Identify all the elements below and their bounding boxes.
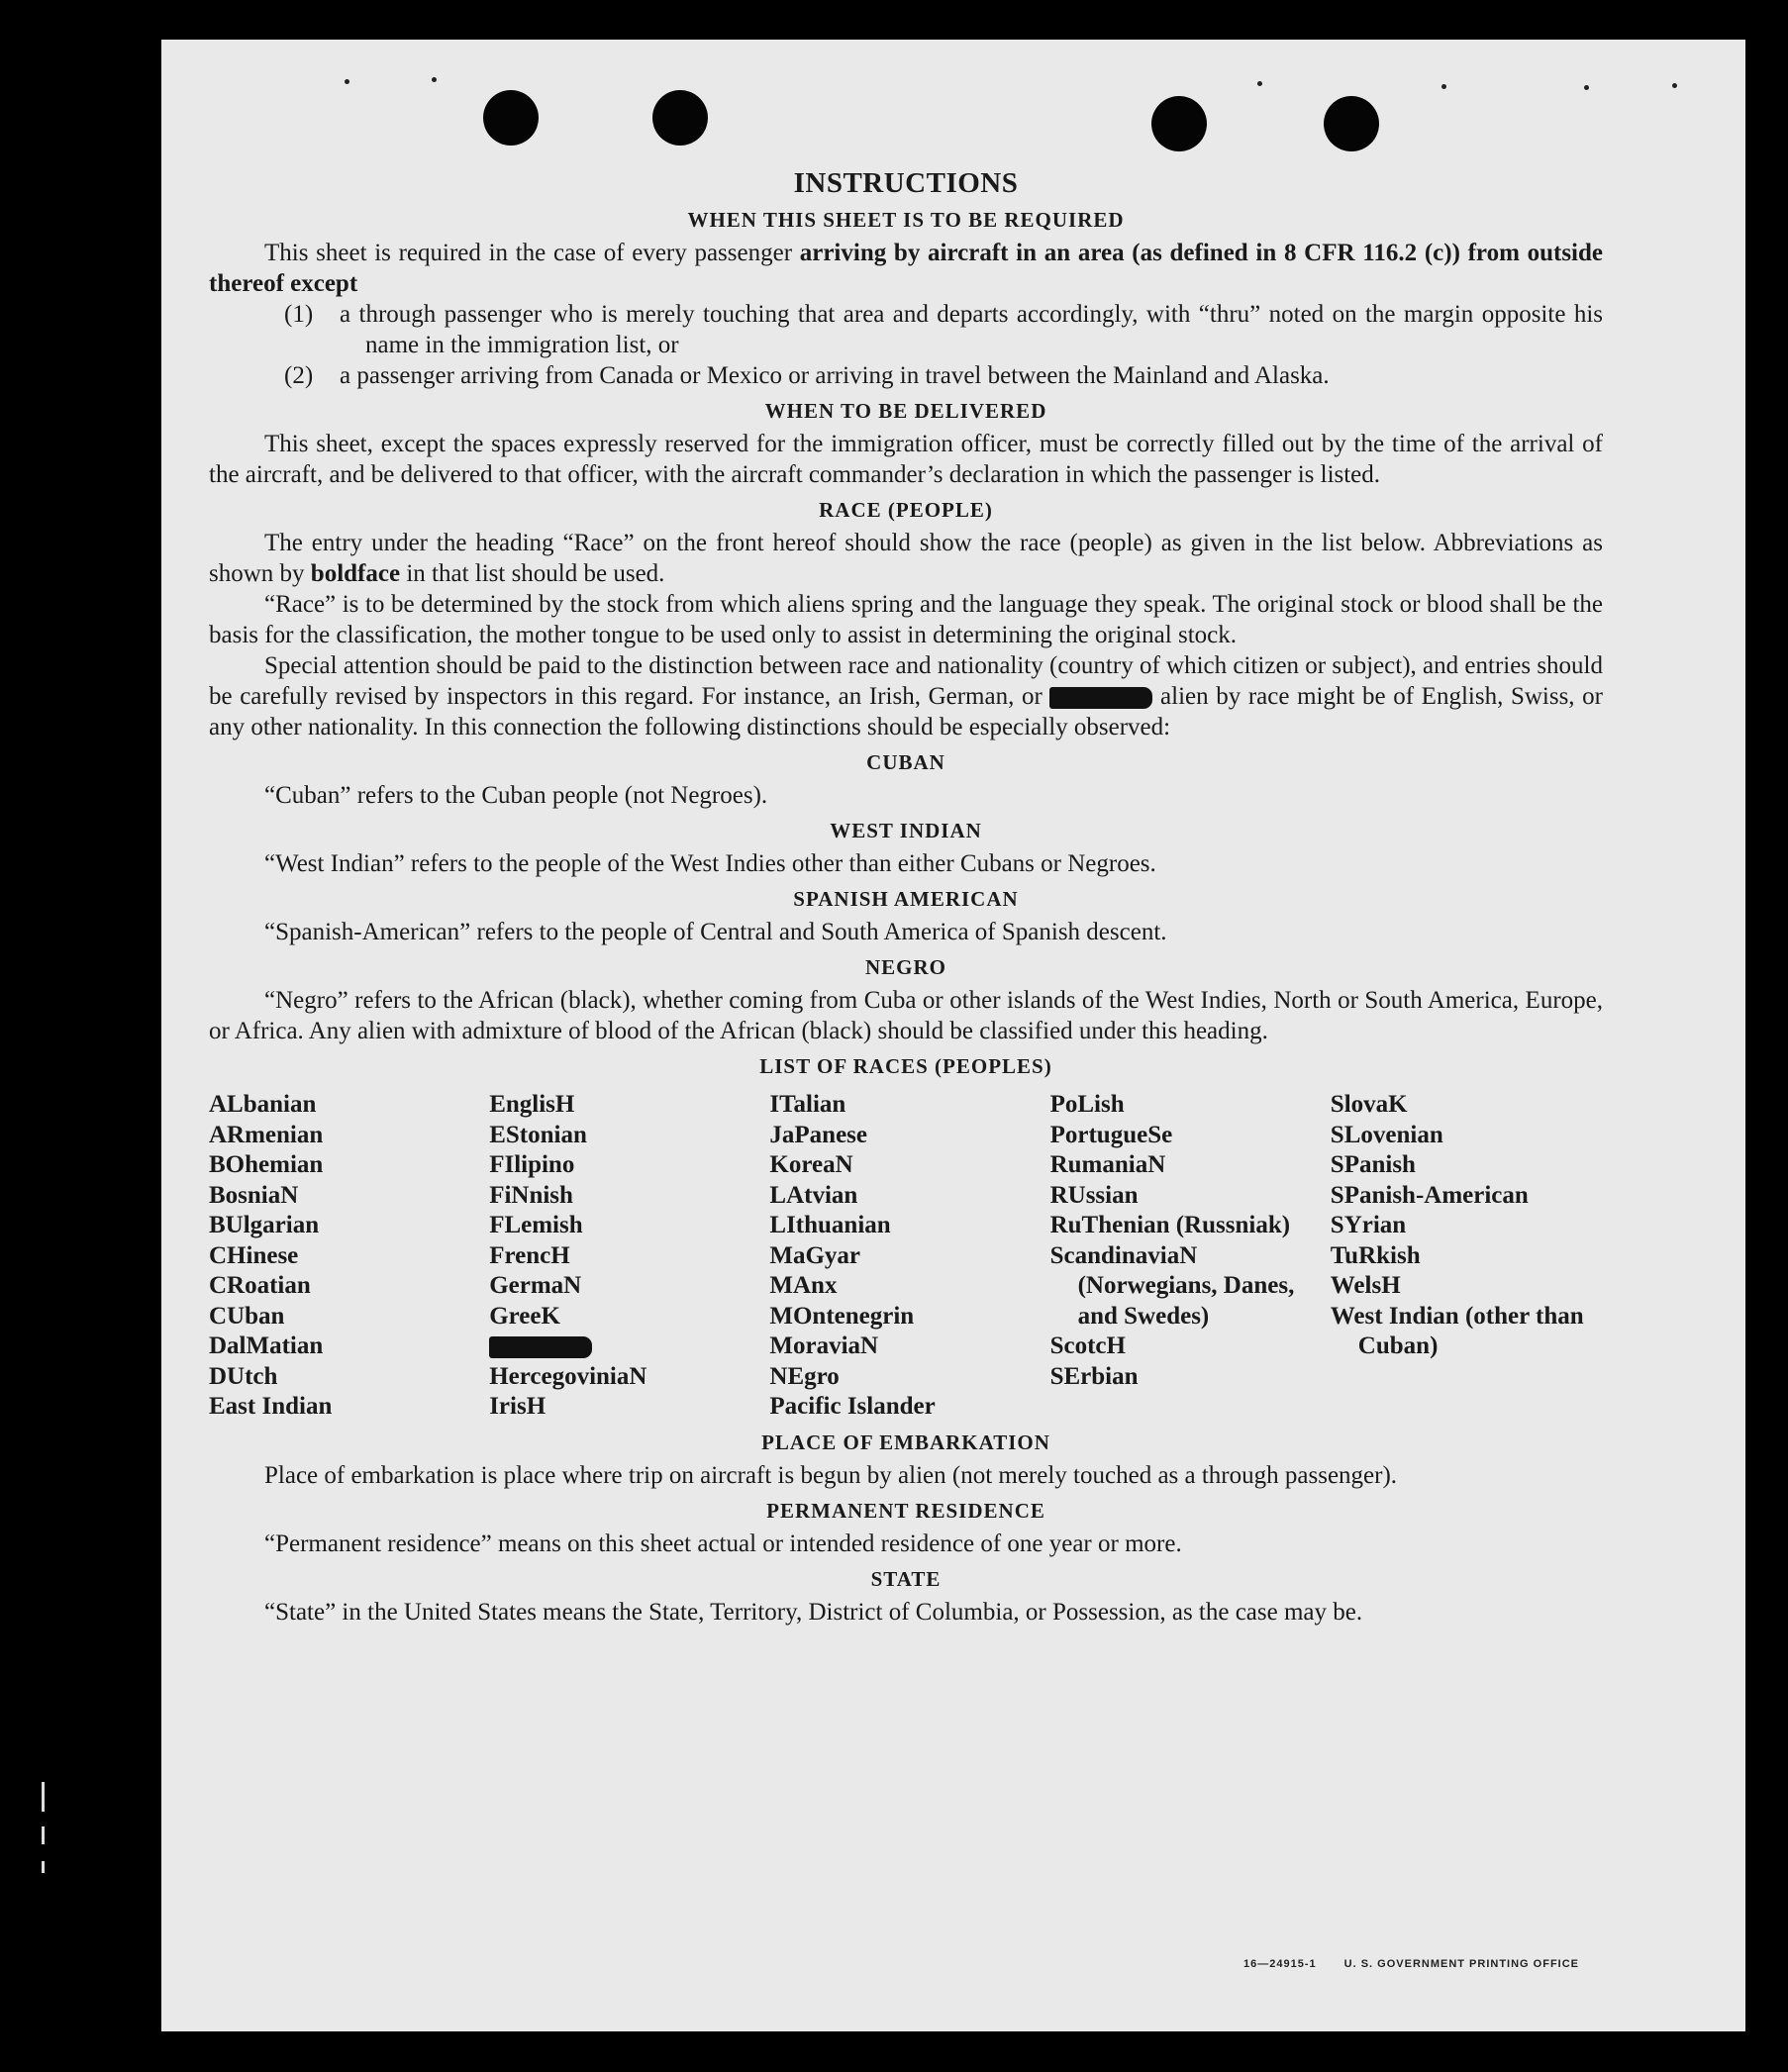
race-item: ScotcH: [1049, 1332, 1126, 1359]
race-item: BOhemian: [209, 1151, 324, 1178]
heading-when-required: WHEN THIS SHEET IS TO BE REQUIRED: [687, 208, 1125, 232]
race-item: GreeK: [489, 1302, 560, 1330]
film-edge-mark: [42, 1826, 45, 1844]
race-item: RUssian: [1049, 1181, 1139, 1209]
paragraph-race-3: Special attention should be paid to the distinction between race and nationality (country of which citizen or subject), and entries should be carefully revised by inspectors in this regard. For instance, an Irish, German, or alien by race might be of English, Swiss, or any other nationality. In this connection the following distinctions should be especially observed:: [209, 652, 1603, 740]
races-column-5: [1331, 1090, 1603, 1423]
punch-hole: [1324, 96, 1379, 151]
race-item: ScandinaviaN (Norwegians, Danes, and Swedes): [1049, 1241, 1295, 1330]
race-item: SErbian: [1049, 1362, 1139, 1390]
section-embarkation: [209, 1429, 1603, 1491]
document-page: [161, 40, 1745, 2031]
race-item: NEgro: [769, 1362, 840, 1390]
race-item: LIthuanian: [769, 1212, 891, 1238]
speck: [345, 79, 349, 84]
race-item: East Indian: [209, 1393, 333, 1420]
paragraph-cuban: “Cuban” refers to the Cuban people (not Negroes).: [264, 782, 768, 809]
speck: [1441, 84, 1446, 89]
redaction-mark: [489, 1336, 592, 1358]
races-column-2: [489, 1090, 761, 1423]
race-item: TuRkish: [1330, 1241, 1421, 1269]
heading-list-of-races: LIST OF RACES (PEOPLES): [759, 1054, 1052, 1078]
heading-cuban: CUBAN: [866, 750, 945, 774]
paragraph-residence: “Permanent residence” means on this sheet actual or intended residence of one year or more.: [264, 1529, 1182, 1557]
race-item: SLovenian: [1330, 1121, 1443, 1148]
speck: [1257, 81, 1262, 86]
paragraph-state: “State” in the United States means the State, Territory, District of Columbia, or Possession, as the case may be.: [264, 1598, 1363, 1626]
race-item: CHinese: [209, 1241, 299, 1269]
section-spanish-american: [209, 885, 1603, 947]
race-item: DUtch: [209, 1362, 278, 1390]
race-item: West Indian (other than Cuban): [1330, 1302, 1584, 1359]
paragraph-when-delivered: This sheet, except the spaces expressly reserved for the immigration officer, must be correctly filled out by the time of the arrival of the aircraft, and be delivered to that officer, with the aircraft commander’s declaration in which the passenger is listed.: [209, 431, 1603, 488]
section-negro: [209, 953, 1603, 1046]
race-item: CUban: [209, 1302, 285, 1330]
redaction-mark: [1049, 687, 1152, 709]
race-item: PoLish: [1049, 1091, 1125, 1118]
race-item: FLemish: [489, 1212, 583, 1238]
race-item: ARmenian: [209, 1121, 324, 1148]
section-state: [209, 1565, 1603, 1628]
race-item: HercegoviniaN: [489, 1362, 647, 1390]
race-item: LAtvian: [769, 1181, 858, 1209]
race-item: ALbanian: [209, 1091, 317, 1118]
punch-hole: [1151, 96, 1207, 151]
heading-embarkation: PLACE OF EMBARKATION: [761, 1430, 1050, 1454]
paragraph-race-1: The entry under the heading “Race” on the front hereof should show the race (people) as given in the list below. Abbreviations as shown by boldface in that list should be used.: [209, 530, 1603, 587]
race-item: SYrian: [1330, 1212, 1407, 1238]
race-item: MAnx: [769, 1272, 838, 1299]
race-item: SlovaK: [1330, 1091, 1408, 1118]
footer-imprint: [1243, 1958, 1579, 1970]
races-column-3: [769, 1090, 1042, 1423]
speck: [1672, 83, 1677, 88]
race-item: FrencH: [489, 1241, 570, 1269]
heading-negro: NEGRO: [864, 955, 946, 979]
race-item: PortugueSe: [1049, 1121, 1173, 1148]
race-item: MoraviaN: [769, 1332, 879, 1359]
heading-race: RACE (PEOPLE): [819, 498, 993, 522]
form-number: 16—24915-1: [1243, 1958, 1317, 1970]
race-item: BosniaN: [209, 1181, 299, 1209]
heading-residence: PERMANENT RESIDENCE: [766, 1498, 1045, 1523]
races-list: [209, 1090, 1603, 1423]
race-item: KoreaN: [769, 1151, 853, 1178]
section-west-indian: [209, 817, 1603, 879]
exception-item-2: (2) a passenger arriving from Canada or Mexico or arriving in travel between the Mainland and Alaska.: [284, 362, 1330, 389]
race-item: RuThenian (Russniak): [1049, 1212, 1291, 1238]
section-when-delivered: [209, 397, 1603, 490]
speck: [1584, 85, 1589, 90]
race-item: EnglisH: [489, 1091, 575, 1118]
paragraph-west-indian: “West Indian” refers to the people of the West Indies other than either Cubans or Negroes.: [264, 850, 1156, 877]
heading-when-delivered: WHEN TO BE DELIVERED: [764, 399, 1047, 423]
paragraph-embarkation: Place of embarkation is place where trip on aircraft is begun by alien (not merely touched as a through passenger).: [264, 1461, 1398, 1489]
race-item: ITalian: [769, 1091, 846, 1118]
instructions-body: [209, 166, 1603, 1628]
race-item: SPanish: [1330, 1151, 1416, 1178]
race-item: WelsH: [1330, 1272, 1401, 1299]
exception-item-1: (1) a through passenger who is merely touching that area and departs accordingly, with “thru” noted on the margin opposite his name in the immigration list, or: [284, 301, 1603, 358]
race-item: IrisH: [489, 1393, 546, 1420]
page-title: INSTRUCTIONS: [793, 167, 1019, 199]
punch-hole: [652, 90, 708, 146]
heading-west-indian: WEST INDIAN: [830, 819, 982, 842]
race-item: RumaniaN: [1049, 1151, 1166, 1178]
paragraph-spanish-american: “Spanish-American” refers to the people of Central and South America of Spanish descent.: [264, 919, 1167, 945]
paragraph-when-required: This sheet is required in the case of every passenger arriving by aircraft in an area (as defined in 8 CFR 116.2 (c)) from outside thereof except: [209, 240, 1603, 297]
heading-spanish-american: SPANISH AMERICAN: [793, 887, 1019, 911]
race-item: GermaN: [489, 1272, 582, 1299]
race-item: DalMatian: [209, 1332, 324, 1359]
film-edge-mark: [42, 1782, 45, 1812]
race-item: EStonian: [489, 1121, 587, 1148]
film-edge-mark: [42, 1861, 45, 1873]
section-race: [209, 496, 1603, 742]
speck: [432, 77, 437, 82]
race-item-redacted: [489, 1332, 761, 1362]
race-item: FiNnish: [489, 1181, 573, 1209]
section-list-of-races: [209, 1052, 1603, 1423]
paragraph-negro: “Negro” refers to the African (black), whether coming from Cuba or other islands of the West Indies, North or South America, Europe, or Africa. Any alien with admixture of blood of the African (black) should be classified under this heading.: [209, 987, 1603, 1044]
printer-imprint: U. S. GOVERNMENT PRINTING OFFICE: [1343, 1958, 1579, 1970]
section-cuban: [209, 748, 1603, 811]
race-item: JaPanese: [769, 1121, 867, 1148]
race-item: BUlgarian: [209, 1212, 320, 1238]
race-item: MOntenegrin: [769, 1302, 915, 1330]
race-item: CRoatian: [209, 1272, 311, 1299]
punch-hole: [483, 90, 539, 146]
race-item: SPanish-American: [1330, 1181, 1529, 1209]
section-residence: [209, 1497, 1603, 1559]
paragraph-race-2: “Race” is to be determined by the stock from which aliens spring and the language they speak. The original stock or blood shall be the basis for the classification, the mother tongue to be used only to assist in determining the original stock.: [209, 591, 1603, 648]
race-item: MaGyar: [769, 1241, 861, 1269]
races-column-4: [1050, 1090, 1323, 1423]
races-column-1: [209, 1090, 481, 1423]
heading-state: STATE: [870, 1566, 942, 1591]
race-item: FIlipino: [489, 1151, 575, 1178]
race-item: Pacific Islander: [769, 1393, 936, 1420]
